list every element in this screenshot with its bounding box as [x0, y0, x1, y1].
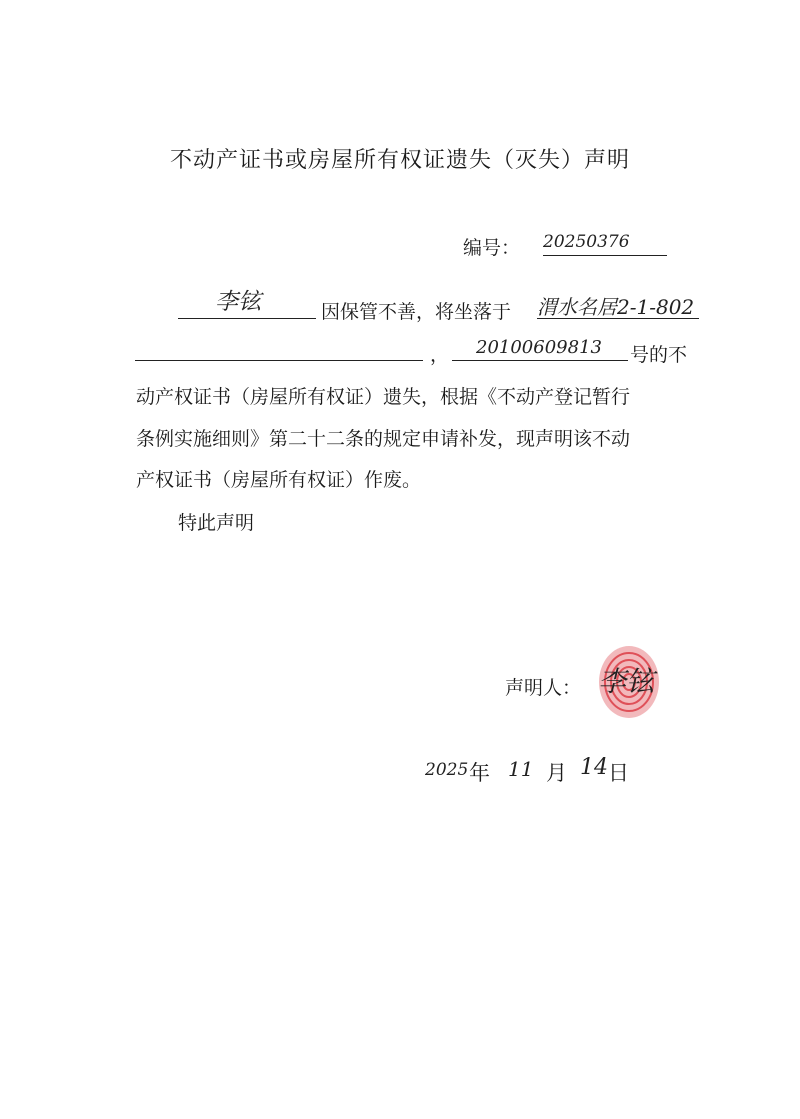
- date-month-handwritten: 11: [508, 757, 534, 781]
- date-month-label: 月: [546, 761, 567, 785]
- address-handwritten: 渭水名居2-1-802: [537, 295, 695, 319]
- number-underline: [543, 255, 667, 256]
- line1-text: 因保管不善，将坐落于: [321, 301, 512, 323]
- body-line-4: 条例实施细则》第二十二条的规定申请补发，现声明该不动: [136, 428, 631, 450]
- body-line-5: 产权证书（房屋所有权证）作废。: [136, 469, 422, 491]
- date-day-handwritten: 14: [580, 755, 608, 780]
- document-title: 不动产证书或房屋所有权证遗失（灭失）声明: [169, 148, 630, 173]
- signature-name-handwritten: 李铉: [598, 665, 655, 698]
- name-underline: [178, 318, 316, 319]
- date-year-handwritten: 2025: [425, 760, 469, 780]
- date-year-label: 年: [469, 761, 490, 785]
- line2-suffix: 号的不: [630, 344, 688, 366]
- number-label: 编号：: [463, 237, 521, 259]
- number-value: 20250376: [543, 232, 630, 252]
- address-underline: [537, 318, 699, 319]
- address-continuation-underline: [135, 360, 423, 361]
- declarant-name-handwritten: 李铉: [215, 289, 261, 315]
- closing-text: 特此声明: [178, 512, 255, 534]
- cert-number-handwritten: 20100609813: [476, 337, 602, 358]
- comma: ，: [430, 344, 450, 366]
- cert-number-underline: [452, 360, 628, 361]
- signature-label: 声明人：: [505, 677, 582, 699]
- body-line-3: 动产权证书（房屋所有权证）遗失，根据《不动产登记暂行: [136, 386, 631, 408]
- date-day-label: 日: [608, 761, 629, 785]
